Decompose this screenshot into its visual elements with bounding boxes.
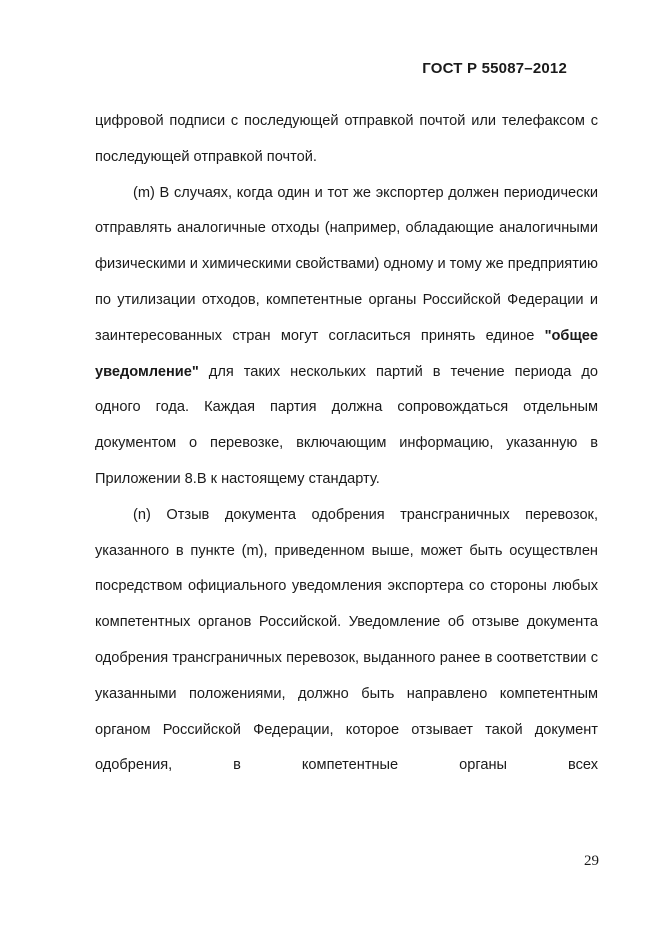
general-notification-term: "общее уведомление" bbox=[95, 327, 598, 380]
paragraph-m-text-start: (m) В случаях, когда один и тот же экспортер должен периодически отправлять аналогичные отходы (например, обладающие аналогичными физическими и химическими свойствами) одному и тому же предприятию по утилизации отходов, компетентные органы Российской Федерации и заинтересованных стран могут согласиться принять единое bbox=[95, 184, 598, 344]
paragraph-m-text-end: для таких нескольких партий в течение периода до одного года. Каждая партия должна сопровождаться отдельным документом о перевозке, включающим информацию, указанную в Приложении 8.В к настоящему стандарту. bbox=[95, 363, 598, 487]
page-number: 29 bbox=[584, 853, 599, 869]
paragraph-item-n: (n) Отзыв документа одобрения трансграничных перевозок, указанного в пункте (m), приведенном выше, может быть осуществлен посредством официального уведомления экспортера со стороны любых компетентных органов Российской. Уведомление об отзыве документа одобрения трансграничных перевозок, выданного ранее в соответствии с указанными положениями, должно быть направлено компетентным органом Российской Федерации, которое отзывает такой документ одобрения, в компетентные органы всех bbox=[95, 506, 598, 774]
document-body bbox=[95, 104, 598, 784]
paragraph-continuation: цифровой подписи с последующей отправкой почтой или телефаксом с последующей отправкой почтой. bbox=[95, 113, 598, 165]
document-header-code: ГОСТ Р 55087–2012 bbox=[422, 60, 567, 77]
paragraph-item-m bbox=[95, 176, 598, 498]
